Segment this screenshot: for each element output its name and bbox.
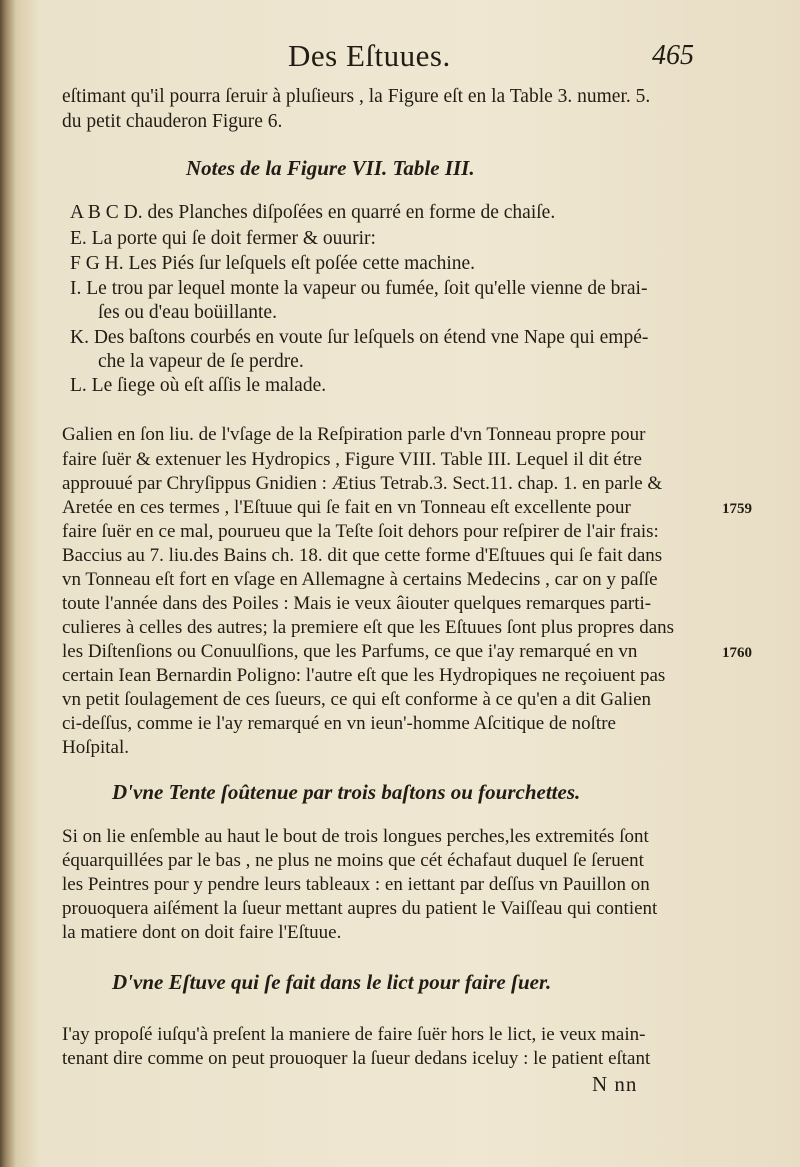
text-line: I'ay propoſé iuſqu'à preſent la maniere de faire ſuër hors le lict, ie veux main-: [62, 1024, 646, 1045]
note-key: K.: [70, 327, 89, 348]
text-line: toute l'année dans des Poiles : Mais ie veux âiouter quelques remarques parti-: [62, 593, 652, 614]
notes-heading: Notes de la Figure VII. Table III.: [186, 156, 475, 180]
text-line: Galien en ſon liu. de l'vſage de la Reſpiration parle d'vn Tonneau propre pour: [62, 424, 646, 445]
text-line: faire ſuër & extenuer les Hydropics , Figure VIII. Table III. Lequel il dit étre: [62, 449, 642, 470]
note-continuation: che la vapeur de ſe perdre.: [98, 351, 304, 372]
note-continuation: ſes ou d'eau boüillante.: [98, 302, 277, 323]
text-line: culieres à celles des autres; la premiere eſt que les Eſtuues ſont plus propres dans: [62, 617, 675, 638]
text-line: les Diſtenſions ou Conuulſions, que les Parfums, ce que i'ay remarqué en vn: [62, 641, 638, 662]
note-key: F G H.: [70, 253, 124, 274]
note-key: I.: [70, 278, 82, 299]
note-text: La porte qui ſe doit fermer & ouurir:: [91, 228, 376, 249]
intro-line: eſtimant qu'il pourra ſeruir à pluſieurs , la Figure eſt en la Table 3. numer. 5.: [62, 86, 651, 107]
note-item: [70, 327, 648, 349]
margin-note: 1759: [722, 501, 752, 517]
page-header: [0, 38, 800, 78]
text-line: vn petit ſoulagement de ces ſueurs, ce qui eſt conforme à ce qu'en a dit Galien: [62, 689, 652, 710]
text-line: approuué par Chryſippus Gnidien : Ætius Tetrab.3. Sect.11. chap. 1. en parle &: [62, 473, 663, 494]
note-key: E.: [70, 228, 87, 249]
margin-note: 1760: [722, 645, 752, 661]
note-item: [70, 375, 326, 397]
note-text: des Planches diſpoſées en quarré en forme de chaiſe.: [147, 202, 556, 223]
text-line: la matiere dont on doit faire l'Eſtuue.: [62, 922, 342, 943]
signature-mark: N nn: [592, 1072, 638, 1096]
section-heading-tente: D'vne Tente ſoûtenue par trois baſtons ou fourchettes.: [112, 780, 581, 804]
note-text: Le ſiege où eſt aſſis le malade.: [91, 375, 327, 396]
note-text: Des baſtons courbés en voute ſur leſquels on étend vne Nape qui empé-: [93, 327, 649, 348]
text-line: Baccius au 7. liu.des Bains ch. 18. dit que cette forme d'Eſtuues qui ſe fait dans: [62, 545, 663, 566]
text-line: certain Iean Bernardin Poligno: l'autre eſt que les Hydropiques ne reçoiuent pas: [62, 665, 666, 686]
text-line: Aretée en ces termes , l'Eſtuue qui ſe fait en vn Tonneau eſt excellente pour: [62, 497, 631, 518]
text-line: les Peintres pour y pendre leurs tableaux : en iettant par deſſus vn Pauillon on: [62, 874, 650, 895]
page-number: 465: [652, 40, 694, 71]
note-key: A B C D.: [70, 202, 143, 223]
running-head: Des Eſtuues.: [288, 38, 451, 73]
text-line: équarquillées par le bas , ne plus ne moins que cét échafaut duquel ſe ſeruent: [62, 850, 644, 871]
text-line: Si on lie enſemble au haut le bout de trois longues perches,les extremités ſont: [62, 826, 649, 847]
text-line: ci-deſſus, comme ie l'ay remarqué en vn ieun'-homme Aſcitique de noſtre: [62, 713, 616, 734]
note-item: [70, 253, 475, 275]
text-line: Hoſpital.: [62, 737, 130, 758]
intro-line: du petit chauderon Figure 6.: [62, 111, 283, 132]
note-item: [70, 202, 555, 224]
note-text: Le trou par lequel monte la vapeur ou fumée, ſoit qu'elle vienne de brai-: [86, 278, 648, 299]
note-item: [70, 228, 376, 250]
note-item: [70, 278, 647, 300]
text-line: prouoquera aiſément la ſueur mettant aupres du patient le Vaiſſeau qui contient: [62, 898, 658, 919]
section-heading-lict: D'vne Eſtuve qui ſe fait dans le lict pour faire ſuer.: [112, 970, 552, 994]
note-key: L.: [70, 375, 87, 396]
text-line: vn Tonneau eſt fort en vſage en Allemagne à certains Medecins , car on y paſſe: [62, 569, 658, 590]
text-line: faire ſuër en ce mal, pourueu que la Teſte ſoit dehors pour reſpirer de l'air frais:: [62, 521, 659, 542]
text-line: tenant dire comme on peut prouoquer la ſueur dedans iceluy : le patient eſtant: [62, 1048, 651, 1069]
note-text: Les Piés ſur leſquels eſt poſée cette machine.: [128, 253, 476, 274]
